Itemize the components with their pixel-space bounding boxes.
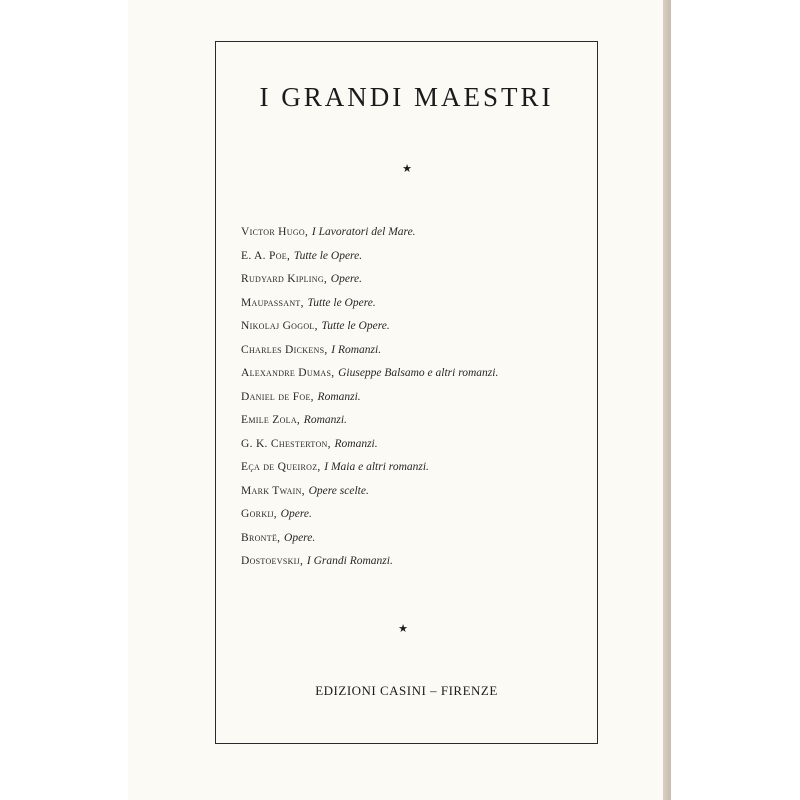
list-item [241, 504, 498, 528]
author-name: Emile Zola [241, 414, 297, 426]
work-title: I Lavoratori del Mare. [311, 226, 416, 238]
separator: , [327, 437, 331, 450]
work-title: I Maia e altri romanzi. [324, 461, 429, 473]
separator: , [310, 390, 314, 403]
separator: , [273, 508, 277, 520]
author-name: Maupassant [241, 296, 301, 309]
list-item [241, 457, 498, 481]
work-title: I Romanzi. [331, 343, 382, 356]
work-title: Opere scelte. [308, 484, 369, 497]
star-ornament-icon: ★ [402, 162, 412, 175]
separator: , [286, 249, 290, 262]
work-title: Opere. [284, 531, 316, 544]
list-item [241, 434, 498, 458]
list-item [241, 551, 498, 575]
list-item [241, 528, 498, 552]
list-item [241, 481, 498, 505]
list-item [241, 387, 498, 411]
separator: , [314, 320, 318, 332]
separator: , [323, 273, 327, 285]
work-title: Opere. [280, 508, 312, 520]
page-edge [663, 0, 671, 800]
separator: , [296, 414, 300, 426]
list-item [241, 316, 498, 340]
separator: , [277, 531, 281, 544]
separator: , [300, 555, 303, 567]
list-item [241, 269, 498, 293]
list-item [241, 410, 498, 434]
author-name: Charles Dickens [241, 343, 325, 356]
separator: , [300, 296, 304, 309]
list-item [241, 246, 498, 270]
author-name: Mark Twain [241, 484, 302, 497]
author-name: Eça de Queiroz [241, 461, 318, 473]
work-title: Tutte le Opere. [293, 249, 363, 262]
author-name: G. K. Chesterton [241, 437, 328, 450]
work-title: Tutte le Opere. [307, 296, 376, 309]
work-title: Romanzi. [303, 414, 347, 426]
author-name: Daniel de Foe [241, 390, 311, 403]
author-name: Rudyard Kipling [241, 273, 324, 285]
author-name: Dostoevskij [241, 555, 301, 567]
page-title: I GRANDI MAESTRI [259, 82, 554, 112]
author-name: Nikolaj Gogol [241, 320, 315, 332]
author-name: E. A. Poe [241, 249, 287, 262]
author-name: Victor Hugo [241, 226, 305, 238]
work-title: I Grandi Romanzi. [306, 555, 393, 567]
star-ornament-icon: ★ [398, 622, 408, 635]
separator: , [324, 343, 328, 356]
separator: , [304, 226, 308, 238]
work-title: Romanzi. [317, 390, 361, 403]
author-name: Brontë [241, 531, 278, 544]
author-name: Gorkij [241, 508, 274, 520]
list-item [241, 222, 498, 246]
works-list [241, 222, 498, 575]
list-item [241, 293, 498, 317]
work-title: Giuseppe Balsamo e altri romanzi. [338, 367, 499, 379]
separator: , [317, 461, 321, 473]
list-item [241, 363, 498, 387]
separator: , [331, 367, 335, 379]
work-title: Romanzi. [334, 437, 378, 450]
work-title: Opere. [330, 273, 362, 285]
list-item [241, 340, 498, 364]
work-title: Tutte le Opere. [321, 320, 390, 332]
author-name: Alexandre Dumas [241, 367, 332, 379]
publisher-imprint: EDIZIONI CASINI – FIRENZE [315, 683, 498, 698]
separator: , [301, 484, 305, 497]
